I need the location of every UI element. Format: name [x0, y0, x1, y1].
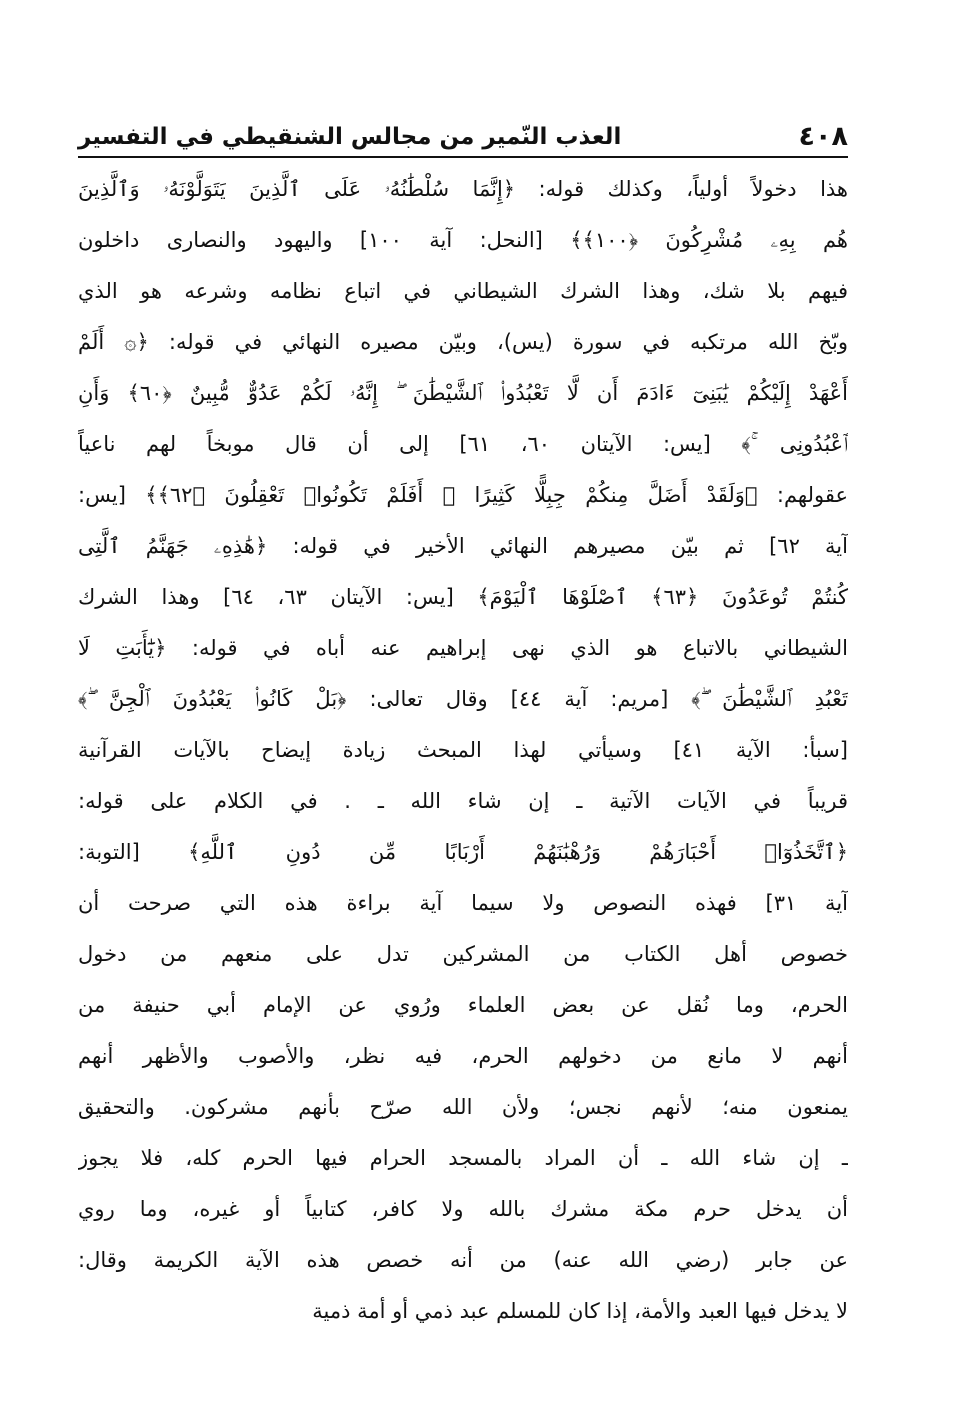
text-line: أَعْهَدْ إِلَيْكُمْ يَٰبَنِىٓ ءَادَمَ أَن لَّا تَعْبُدُوا۟ ٱلشَّيْطَٰنَ ۖ إِنَّهُۥ لَكُمْ عَدُوٌّ مُّبِينٌ ﴿٦٠﴾ وَأَنِ: [78, 381, 848, 405]
text-line: آية ٦٢] ثم بيّن مصيرهم النهائي الأخير في قوله: ﴿هَٰذِهِۦ جَهَنَّمُ ٱلَّتِى: [78, 534, 848, 558]
text-line: عقولهم: ﴿وَلَقَدْ أَضَلَّ مِنكُمْ جِبِلًّا كَثِيرًا ۖ أَفَلَمْ تَكُونُوا۟ تَعْقِلُونَ ﴿٦٢﴾﴾ [يس:: [78, 483, 848, 507]
text-line: آية ٣١] فهذه النصوص ولا سيما آية براءة هذه التي صرحت أن: [78, 891, 848, 915]
text-line: هُم بِهِۦ مُشْرِكُونَ ﴿١٠٠﴾﴾ [النحل: آية ١٠٠] واليهود والنصارى داخلون: [78, 228, 848, 252]
text-line: كُنتُمْ تُوعَدُونَ ﴿٦٣﴾ ٱصْلَوْهَا ٱلْيَوْمَ﴾ [يس: الآيتان ٦٣، ٦٤] وهذا الشرك: [78, 585, 848, 609]
text-line: هذا دخولاً أولياً، وكذلك قوله: ﴿إِنَّمَا سُلْطَٰنُهُۥ عَلَى ٱلَّذِينَ يَتَوَلَّوْنَهُۥ وَٱلَّذِينَ: [78, 177, 848, 201]
text-line: خصوص أهل الكتاب من المشركين تدل على منعهم من دخول: [78, 942, 848, 966]
text-line: أنهم لا مانع من دخولهم الحرم، فيه نظر، والأصوب والأظهر أنهم: [78, 1044, 848, 1068]
running-title: العذب النّمير من مجالس الشنقيطي في التفسير: [78, 124, 622, 150]
text-line: يمنعون منه؛ لأنهم نجس؛ ولأن الله صرّح بأنهم مشركون. والتحقيق: [78, 1095, 848, 1119]
text-line: أن يدخل حرم مكة مشرك بالله ولا كافر، كتابياً أو غيره، وما روي: [78, 1197, 848, 1221]
header-divider: [78, 156, 848, 158]
text-line: الحرم، وما نُقل عن بعض العلماء ورُوي عن الإمام أبي حنيفة من: [78, 993, 848, 1017]
text-line: ـ إن شاء الله ـ أن المراد بالمسجد الحرام فيها الحرم كله، فلا يجوز: [78, 1146, 848, 1170]
text-line: [سبأ: الآية ٤١] وسيأتي لهذا المبحث زيادة إيضاح بالآيات القرآنية: [78, 738, 848, 762]
page-number: ٤٠٨: [798, 121, 848, 152]
text-line: وبّخ الله مرتكبه في سورة (يس)، وبيّن مصيره النهائي في قوله: ﴿۞ أَلَمْ: [78, 330, 848, 354]
text-line: قريباً في الآيات الآتية ـ إن شاء الله ـ . في الكلام على قوله:: [78, 789, 848, 813]
text-line: تَعْبُدِ ٱلشَّيْطَٰنَ ۖ﴾ [مريم: آية ٤٤] وقال تعالى: ﴿بَلْ كَانُوا۟ يَعْبُدُونَ ٱلْجِنَّ ۖ﴾: [78, 687, 848, 711]
page-header: [78, 108, 848, 154]
text-line: الشيطاني بالاتباع هو الذي نهى إبراهيم عنه أباه في قوله: ﴿يَٰٓأَبَتِ لَا: [78, 636, 848, 660]
text-line: لا يدخل فيها العبد والأمة، إذا كان للمسلم عبد ذمي أو أمة ذمية: [312, 1299, 848, 1323]
text-line: ٱعْبُدُونِى ۚ﴾ [يس: الآيتان ٦٠، ٦١] إلى أن قال موبخاً لهم ناعياً: [78, 432, 848, 456]
text-line: فيهم بلا شك، وهذا الشرك الشيطاني في اتباع نظامه وشرعه هو الذي: [78, 279, 848, 303]
text-line: ﴿ٱتَّخَذُوٓا۟ أَحْبَارَهُمْ وَرُهْبَٰنَهُمْ أَرْبَابًا مِّن دُونِ ٱللَّهِ﴾ [التوبة:: [78, 840, 848, 864]
text-line: عن جابر (رضي الله عنه) من أنه خصص هذه الآية الكريمة وقال:: [78, 1248, 848, 1272]
body-text: [78, 164, 848, 1337]
